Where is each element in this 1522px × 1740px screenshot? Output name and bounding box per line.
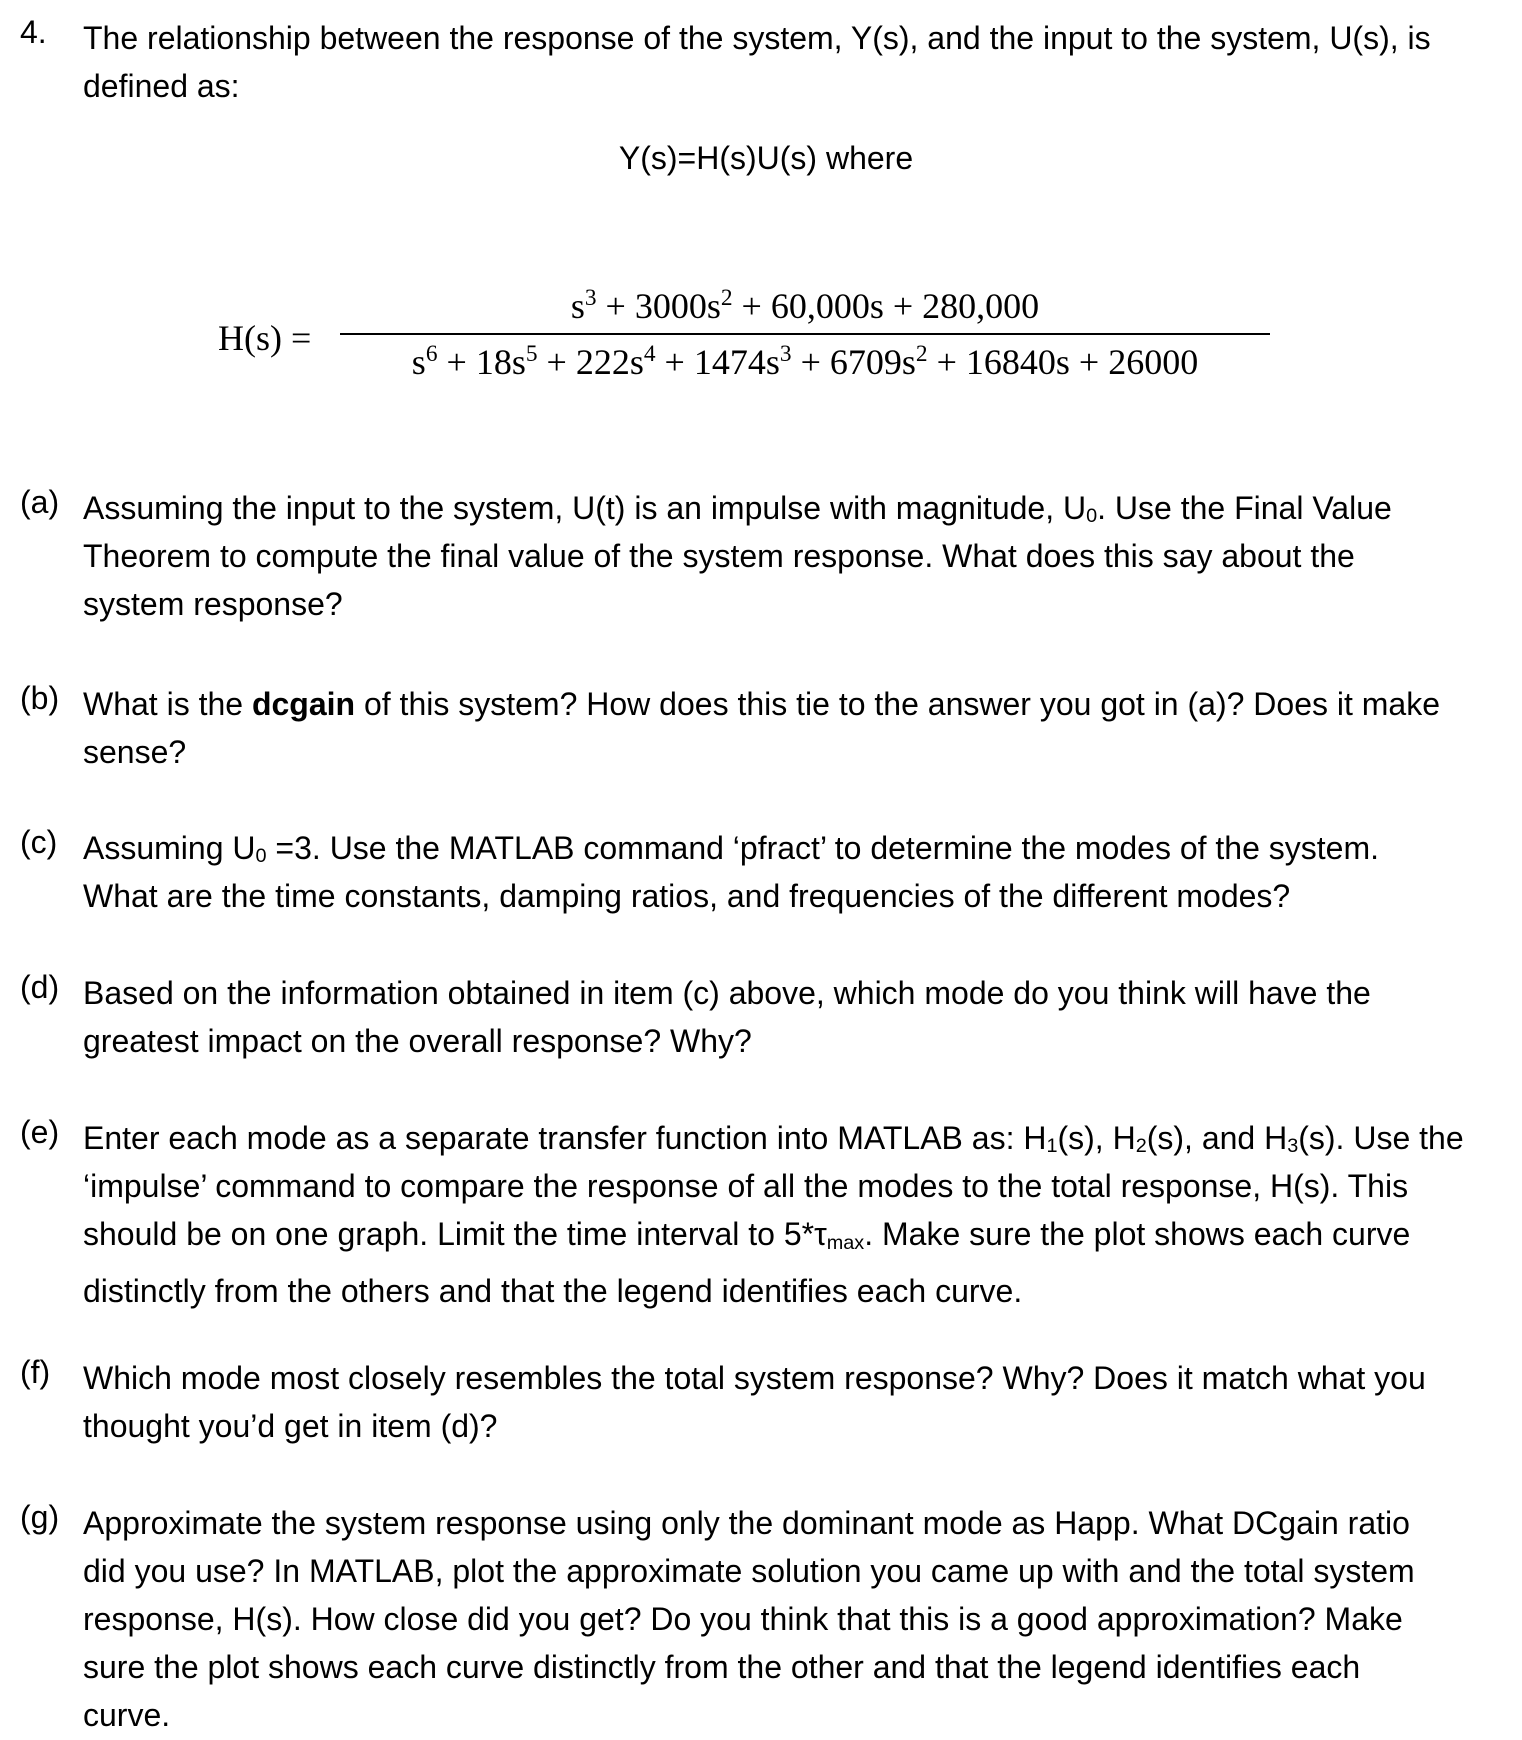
item-c-line-1 [83, 824, 1502, 872]
num-term-3: + 60,000s + 280,000 [732, 286, 1040, 326]
den-exp-2: 5 [525, 341, 538, 368]
h2-subscript: 2 [1135, 1134, 1147, 1157]
item-e-line-3-pre: should be on one graph. Limit the time interval to 5*τ [83, 1216, 827, 1252]
item-e-text [83, 1114, 1502, 1315]
item-b-line-1 [83, 680, 1502, 728]
num-term-2: + 3000s [596, 286, 721, 326]
item-e-line-3 [83, 1210, 1502, 1267]
u0-subscript-c: 0 [255, 844, 267, 867]
item-e-line-2: ‘impulse’ command to compare the response of all the modes to the total response, H(s). This [83, 1168, 1409, 1204]
item-c-line-2: What are the time constants, damping ratios, and frequencies of the different modes? [83, 878, 1291, 914]
item-b-text [83, 680, 1502, 776]
den-term-3: + 222s [537, 342, 644, 382]
den-term-6: + 16840s + 26000 [927, 342, 1199, 382]
dcgain-term: dcgain [251, 686, 356, 722]
h1-subscript: 1 [1046, 1134, 1058, 1157]
item-b-line-1-post: of this system? How does this tie to the answer you got in (a)? Does it make [355, 686, 1441, 722]
num-term-1: s [570, 286, 585, 326]
den-term-5: + 6709s [791, 342, 916, 382]
item-c-text [83, 824, 1502, 920]
problem-intro-text [83, 14, 1502, 110]
equation-line: Y(s)=H(s)U(s) where [618, 140, 914, 176]
item-a-line-3: system response? [83, 586, 343, 622]
item-c-line-1-post: =3. Use the MATLAB command ‘pfract’ to determine the modes of the system. [266, 830, 1380, 866]
num-exp-2: 2 [720, 285, 733, 312]
item-d-text [83, 969, 1502, 1065]
item-b-line-2: sense? [83, 734, 187, 770]
h3-subscript: 3 [1287, 1134, 1299, 1157]
item-a-line-1-tail: . Use the Final Value [1097, 490, 1392, 526]
item-a-label: (a) [20, 484, 60, 520]
item-d-label: (d) [20, 969, 60, 1005]
item-a-line-1-text: Assuming the input to the system, U(t) is an impulse with magnitude, U [83, 490, 1087, 526]
item-e-line-1 [83, 1114, 1502, 1162]
item-e-line-3-post: . Make sure the plot shows each curve [864, 1216, 1411, 1252]
den-exp-4: 3 [779, 341, 792, 368]
transfer-function-lhs: H(s) = [218, 318, 312, 358]
item-c-label: (c) [20, 824, 58, 860]
item-a-text [83, 484, 1502, 628]
item-d-line-1: Based on the information obtained in item (c) above, which mode do you think will have the [83, 975, 1371, 1011]
item-f-line-1: Which mode most closely resembles the total system response? Why? Does it match what you [83, 1360, 1426, 1396]
item-e-line-4: distinctly from the others and that the legend identifies each curve. [83, 1272, 1023, 1309]
item-a-line-1 [83, 484, 1502, 532]
item-c-line-1-pre: Assuming U [83, 830, 256, 866]
transfer-function-fraction [340, 283, 1270, 385]
item-g-line-2: did you use? In MATLAB, plot the approximate solution you came up with and the total system [83, 1553, 1415, 1589]
fraction-bar [340, 333, 1270, 335]
item-e-line-1-mid1: (s), H [1057, 1120, 1136, 1156]
problem-number: 4. [20, 14, 47, 50]
num-exp-1: 3 [584, 285, 597, 312]
item-f-text [83, 1354, 1502, 1450]
item-f-label: (f) [20, 1354, 51, 1390]
item-g-line-1: Approximate the system response using only the dominant mode as Happ. What DCgain ratio [83, 1505, 1410, 1541]
item-e-line-1-pre: Enter each mode as a separate transfer function into MATLAB as: H [83, 1120, 1047, 1156]
den-term-1: s [411, 342, 426, 382]
item-b-label: (b) [20, 680, 60, 716]
intro-line-1: The relationship between the response of the system, Y(s), and the input to the system, U(s), is [83, 20, 1431, 56]
den-exp-5: 2 [915, 341, 928, 368]
item-f-line-2: thought you’d get in item (d)? [83, 1408, 498, 1444]
item-a-line-2: Theorem to compute the final value of the system response. What does this say about the [83, 538, 1355, 574]
den-exp-3: 4 [643, 341, 656, 368]
item-g-line-4: sure the plot shows each curve distinctly from the other and that the legend identifies each [83, 1649, 1361, 1685]
den-term-2: + 18s [437, 342, 526, 382]
transfer-function-denominator [340, 339, 1270, 385]
item-d-line-2: greatest impact on the overall response? Why? [83, 1023, 752, 1059]
transfer-function [218, 283, 1278, 393]
den-exp-1: 6 [425, 341, 438, 368]
item-e-label: (e) [20, 1114, 60, 1150]
item-g-line-3: response, H(s). How close did you get? Do you think that this is a good approximation? Make [83, 1601, 1403, 1637]
intro-line-2: defined as: [83, 68, 240, 104]
item-e-line-1-mid2: (s), and H [1146, 1120, 1288, 1156]
item-g-line-5: curve. [83, 1697, 171, 1733]
item-e-line-1-post: (s). Use the [1298, 1120, 1464, 1156]
transfer-function-numerator [340, 283, 1270, 329]
tau-max-subscript: max [826, 1231, 865, 1254]
item-g-label: (g) [20, 1499, 60, 1535]
u0-subscript: 0 [1086, 504, 1098, 527]
item-g-text [83, 1499, 1502, 1739]
item-b-line-1-pre: What is the [83, 686, 252, 722]
den-term-4: + 1474s [655, 342, 780, 382]
